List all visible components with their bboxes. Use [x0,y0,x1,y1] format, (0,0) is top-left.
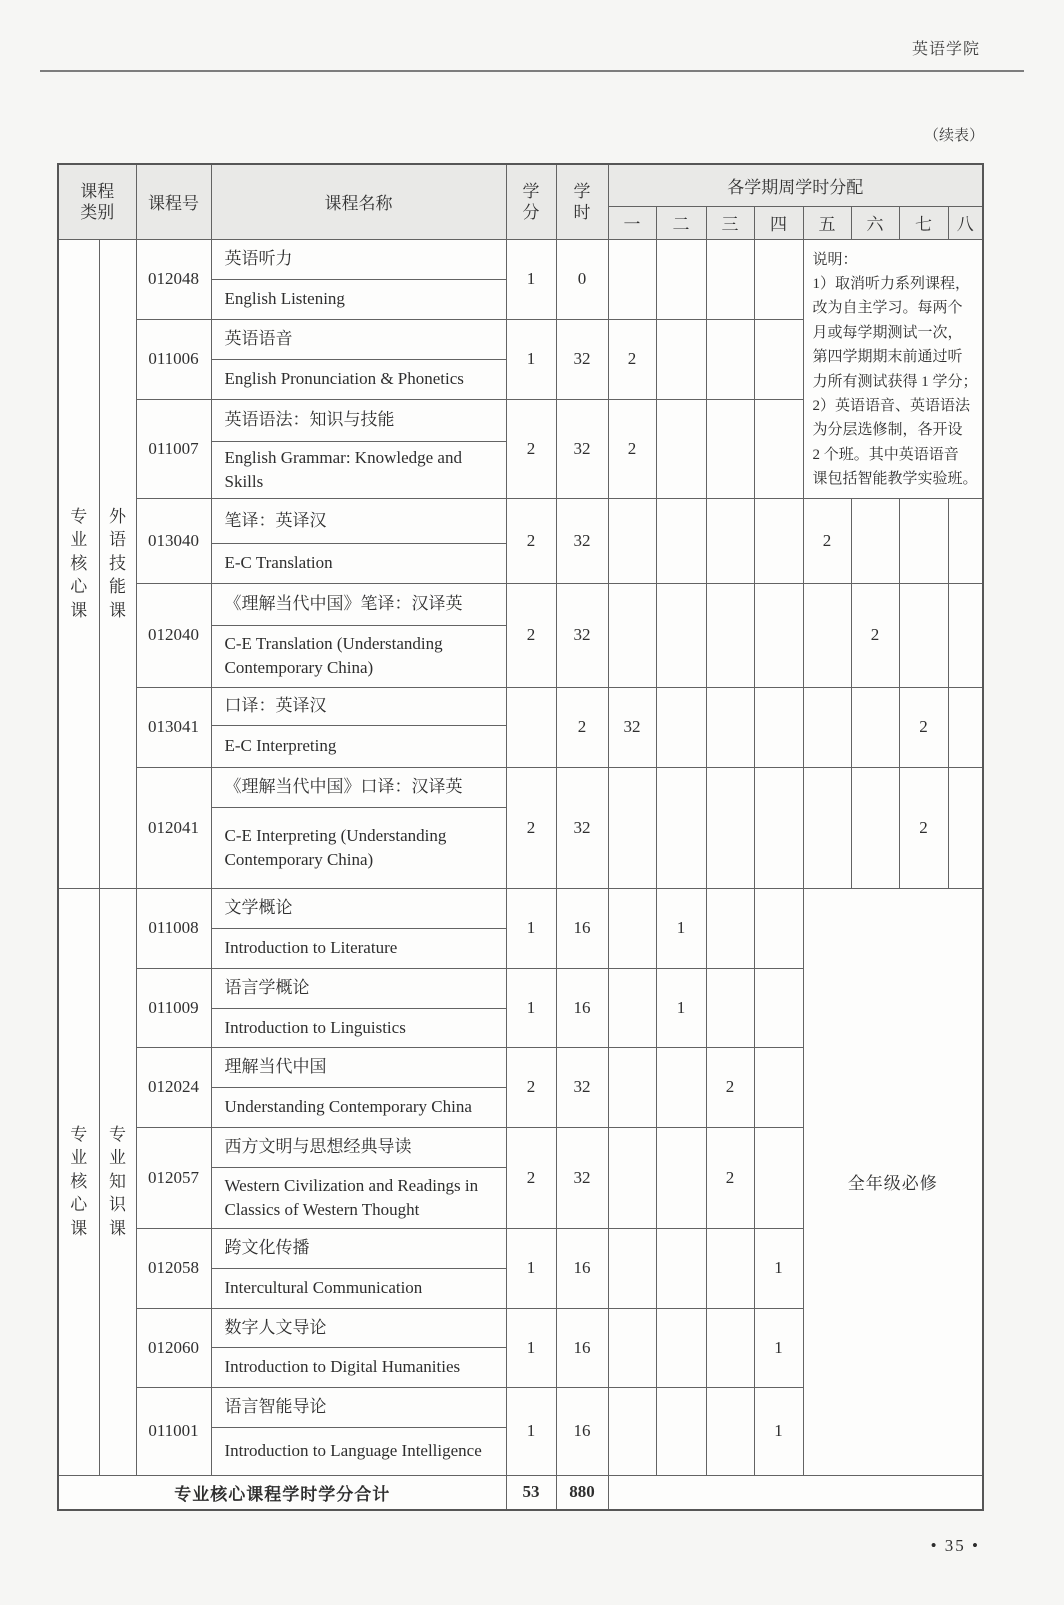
credits-cell: 1 [506,1387,556,1475]
sem-cell-2: 1 [656,968,706,1047]
sem-cell-5 [803,583,851,687]
header-semester-6: 六 [851,206,899,239]
note-line: 改为自主学习。每两个 [812,300,963,317]
header-hours-line2: 时 [573,202,591,222]
sem-cell-1: 32 [608,687,656,767]
course-name-cn: 语言智能导论 [211,1387,506,1427]
course-name-en: English Pronunciation & Phonetics [211,359,506,399]
credits-cell: 1 [506,968,556,1047]
sem-cell-1: 2 [608,399,656,498]
category-char: 心 [70,577,88,597]
sem-cell-2 [656,1387,706,1475]
course-name-cn: 《理解当代中国》笔译：汉译英 [211,583,506,625]
sem-cell-2: 1 [656,888,706,968]
course-row [58,239,983,279]
sem-cell-4 [754,1127,803,1228]
hours-cell: 16 [556,968,608,1047]
credits-cell: 2 [506,583,556,687]
course-no-cell: 012024 [136,1047,211,1127]
total-credits-cell: 53 [506,1475,556,1510]
category-char: 课 [70,1218,88,1238]
course-name-en: Introduction to Linguistics [211,1008,506,1047]
category-char: 能 [109,577,126,597]
course-name-en: E-C Translation [211,543,506,583]
course-name-cn: 英语听力 [211,239,506,279]
sem-cell-3: 2 [706,1047,754,1127]
header-rule [40,70,1024,72]
sem-cell-2 [656,239,706,319]
sem-cell-3 [706,888,754,968]
credits-cell: 2 [506,767,556,888]
hours-cell: 32 [556,583,608,687]
category-char: 识 [109,1195,126,1215]
course-name-cn: 口译：英译汉 [211,687,506,725]
course-name-cn: 西方文明与思想经典导读 [211,1127,506,1167]
credits-cell: 1 [506,1228,556,1308]
credits-cell: 1 [506,1308,556,1387]
category-char: 心 [70,1195,88,1215]
header-semester-5: 五 [803,206,851,239]
course-name-en: English Listening [211,279,506,319]
sem-cell-4 [754,1047,803,1127]
sem-cell-3 [706,583,754,687]
sem-cell-3 [706,399,754,498]
sem-cell-1 [608,583,656,687]
header-credits [506,164,556,239]
note-line: 说明： [812,251,858,268]
sem-cell-3 [706,968,754,1047]
category-char: 核 [70,553,88,573]
course-name-cn: 《理解当代中国》口译：汉译英 [211,767,506,807]
sem-cell-4: 1 [754,1228,803,1308]
course-table [57,163,984,1511]
sem-cell-2 [656,583,706,687]
sem-cell-2 [656,1127,706,1228]
sem-cell-1 [608,498,656,583]
header-semester-4: 四 [754,206,803,239]
header-hours-line1: 学 [573,181,591,201]
category-inner-cell [99,239,136,888]
sem-cell-2 [656,399,706,498]
sem-cell-4 [754,319,803,399]
category-char: 课 [109,1218,126,1238]
sem-cell-4 [754,399,803,498]
sem-cell-2 [656,1047,706,1127]
sem-cell-1 [608,1308,656,1387]
category-char: 技 [109,553,126,573]
sem-cell-4 [754,239,803,319]
note-line: 月或每学期测试一次， [812,324,963,341]
sem-cell-1 [608,1047,656,1127]
header-course-no: 课程号 [136,164,211,239]
sem-cell-1 [608,239,656,319]
sem-cell-1 [608,1387,656,1475]
sem-cell-6 [851,767,899,888]
continued-label: （续表） [923,128,984,144]
sem-cell-6 [851,498,899,583]
hours-cell: 32 [556,319,608,399]
credits-cell: 2 [506,1127,556,1228]
course-name-en: C-E Translation (Understanding Contemporary China) [211,625,506,687]
course-no-cell: 011009 [136,968,211,1047]
credits-cell: 1 [506,319,556,399]
hours-cell: 32 [556,1127,608,1228]
total-hours-cell: 880 [556,1475,608,1510]
sem-cell-2 [656,498,706,583]
sem-cell-8 [948,687,983,767]
course-name-cn: 文学概论 [211,888,506,928]
sem-cell-3 [706,498,754,583]
header-semester-group: 各学期周学时分配 [608,164,983,206]
course-row [58,767,983,807]
header-category [58,164,136,239]
header-semester-3: 三 [706,206,754,239]
note-line: 力所有测试获得 1 学分； [812,373,978,390]
note-line: 2）英语语音、英语语法 [812,397,971,414]
total-label-cell: 专业核心课程学时学分合计 [58,1475,506,1510]
sem-cell-8 [948,767,983,888]
sem-cell-7: 2 [899,767,948,888]
note-cell [803,239,983,498]
sem-cell-5 [803,767,851,888]
course-no-cell: 012060 [136,1308,211,1387]
course-row [58,498,983,543]
course-no-cell: 012040 [136,583,211,687]
note-line: 1）取消听力系列课程， [812,275,971,292]
course-no-cell: 011001 [136,1387,211,1475]
sem-cell-6: 2 [851,583,899,687]
course-no-cell: 013041 [136,687,211,767]
hours-cell: 32 [556,1047,608,1127]
sem-cell-7: 2 [899,687,948,767]
hours-cell: 16 [556,1308,608,1387]
course-no-cell: 011006 [136,319,211,399]
credits-cell: 1 [506,239,556,319]
course-name-en: Introduction to Literature [211,928,506,968]
all-years-required-cell: 全年级必修 [803,888,983,1475]
sem-cell-8 [948,498,983,583]
page-number: • 35 • [930,1536,980,1555]
course-no-cell: 011007 [136,399,211,498]
sem-cell-3 [706,1308,754,1387]
course-name-cn: 数字人文导论 [211,1308,506,1347]
category-char: 专 [70,506,88,526]
credits-cell [506,687,556,767]
hours-cell: 0 [556,239,608,319]
sem-cell-5 [803,687,851,767]
note-line: 第四学期期末前通过听 [812,349,963,366]
hours-cell: 16 [556,1228,608,1308]
course-no-cell: 011008 [136,888,211,968]
sem-cell-3 [706,239,754,319]
course-no-cell: 012057 [136,1127,211,1228]
category-char: 业 [70,530,88,550]
sem-cell-1 [608,1228,656,1308]
note-line: 2 个班。其中英语语音 [812,446,959,463]
sem-cell-2 [656,1228,706,1308]
sem-cell-1 [608,767,656,888]
total-row [58,1475,983,1510]
header-semester-7: 七 [899,206,948,239]
sem-cell-3 [706,767,754,888]
sem-cell-5: 2 [803,498,851,583]
course-name-cn: 英语语音 [211,319,506,359]
course-name-en: Intercultural Communication [211,1268,506,1308]
course-name-cn: 跨文化传播 [211,1228,506,1268]
category-char: 知 [109,1171,126,1191]
header-category-line2: 类别 [80,202,115,222]
hours-cell: 16 [556,888,608,968]
course-row [58,687,983,725]
sem-cell-3 [706,1228,754,1308]
hours-cell: 32 [556,399,608,498]
sem-cell-3 [706,1387,754,1475]
sem-cell-7 [899,498,948,583]
sem-cell-2 [656,319,706,399]
sem-cell-4: 1 [754,1308,803,1387]
sem-cell-1: 2 [608,319,656,399]
course-no-cell: 012048 [136,239,211,319]
category-char: 课 [109,600,126,620]
category-inner-cell [99,888,136,1475]
course-name-en: Understanding Contemporary China [211,1087,506,1127]
course-name-en: English Grammar: Knowledge and Skills [211,441,506,498]
credits-cell: 1 [506,888,556,968]
hours-cell: 16 [556,1387,608,1475]
sem-cell-7 [899,583,948,687]
course-name-cn: 语言学概论 [211,968,506,1008]
course-name-en: E-C Interpreting [211,725,506,767]
course-name-en: Western Civilization and Readings in Classics of Western Thought [211,1167,506,1228]
note-line: 课包括智能教学实验班。 [812,471,978,488]
category-outer-cell [58,888,99,1475]
sem-cell-1 [608,1127,656,1228]
course-no-cell: 012058 [136,1228,211,1308]
hours-cell: 32 [556,498,608,583]
sem-cell-4 [754,498,803,583]
hours-cell: 32 [556,767,608,888]
sem-cell-2 [656,1308,706,1387]
sem-cell-4 [754,687,803,767]
credits-cell: 2 [506,1047,556,1127]
course-name-en: Introduction to Language Intelligence [211,1427,506,1475]
header-course-name: 课程名称 [211,164,506,239]
category-char: 核 [70,1171,88,1191]
course-no-cell: 013040 [136,498,211,583]
course-row [58,583,983,625]
header-credits-line2: 分 [522,202,540,222]
sem-cell-4 [754,583,803,687]
sem-cell-6 [851,687,899,767]
total-empty-cell [608,1475,983,1510]
college-title: 英语学院 [911,41,980,58]
header-semester-1: 一 [608,206,656,239]
course-name-en: Introduction to Digital Humanities [211,1347,506,1387]
sem-cell-3: 2 [706,1127,754,1228]
header-category-line1: 课程 [80,181,115,201]
sem-cell-1 [608,968,656,1047]
category-char: 语 [109,530,126,550]
sem-cell-4 [754,767,803,888]
sem-cell-3 [706,319,754,399]
sem-cell-2 [656,687,706,767]
category-char: 专 [109,1124,126,1144]
course-no-cell: 012041 [136,767,211,888]
sem-cell-8 [948,583,983,687]
category-char: 业 [70,1148,88,1168]
category-char: 课 [70,600,88,620]
course-name-cn: 英语语法：知识与技能 [211,399,506,441]
course-row [58,888,983,928]
sem-cell-4: 1 [754,1387,803,1475]
note-line: 为分层选修制，各开设 [812,422,963,439]
category-char: 外 [109,506,126,526]
sem-cell-2 [656,767,706,888]
header-credits-line1: 学 [522,181,540,201]
sem-cell-4 [754,888,803,968]
category-char: 专 [70,1124,88,1144]
sem-cell-3 [706,687,754,767]
header-hours [556,164,608,239]
course-name-cn: 笔译：英译汉 [211,498,506,543]
credits-cell: 2 [506,498,556,583]
sem-cell-4 [754,968,803,1047]
course-name-cn: 理解当代中国 [211,1047,506,1087]
header-semester-2: 二 [656,206,706,239]
header-semester-8: 八 [948,206,983,239]
hours-cell: 2 [556,687,608,767]
category-char: 业 [109,1148,126,1168]
category-outer-cell [58,239,99,888]
credits-cell: 2 [506,399,556,498]
sem-cell-1 [608,888,656,968]
course-name-en: C-E Interpreting (Understanding Contemporary China) [211,807,506,888]
